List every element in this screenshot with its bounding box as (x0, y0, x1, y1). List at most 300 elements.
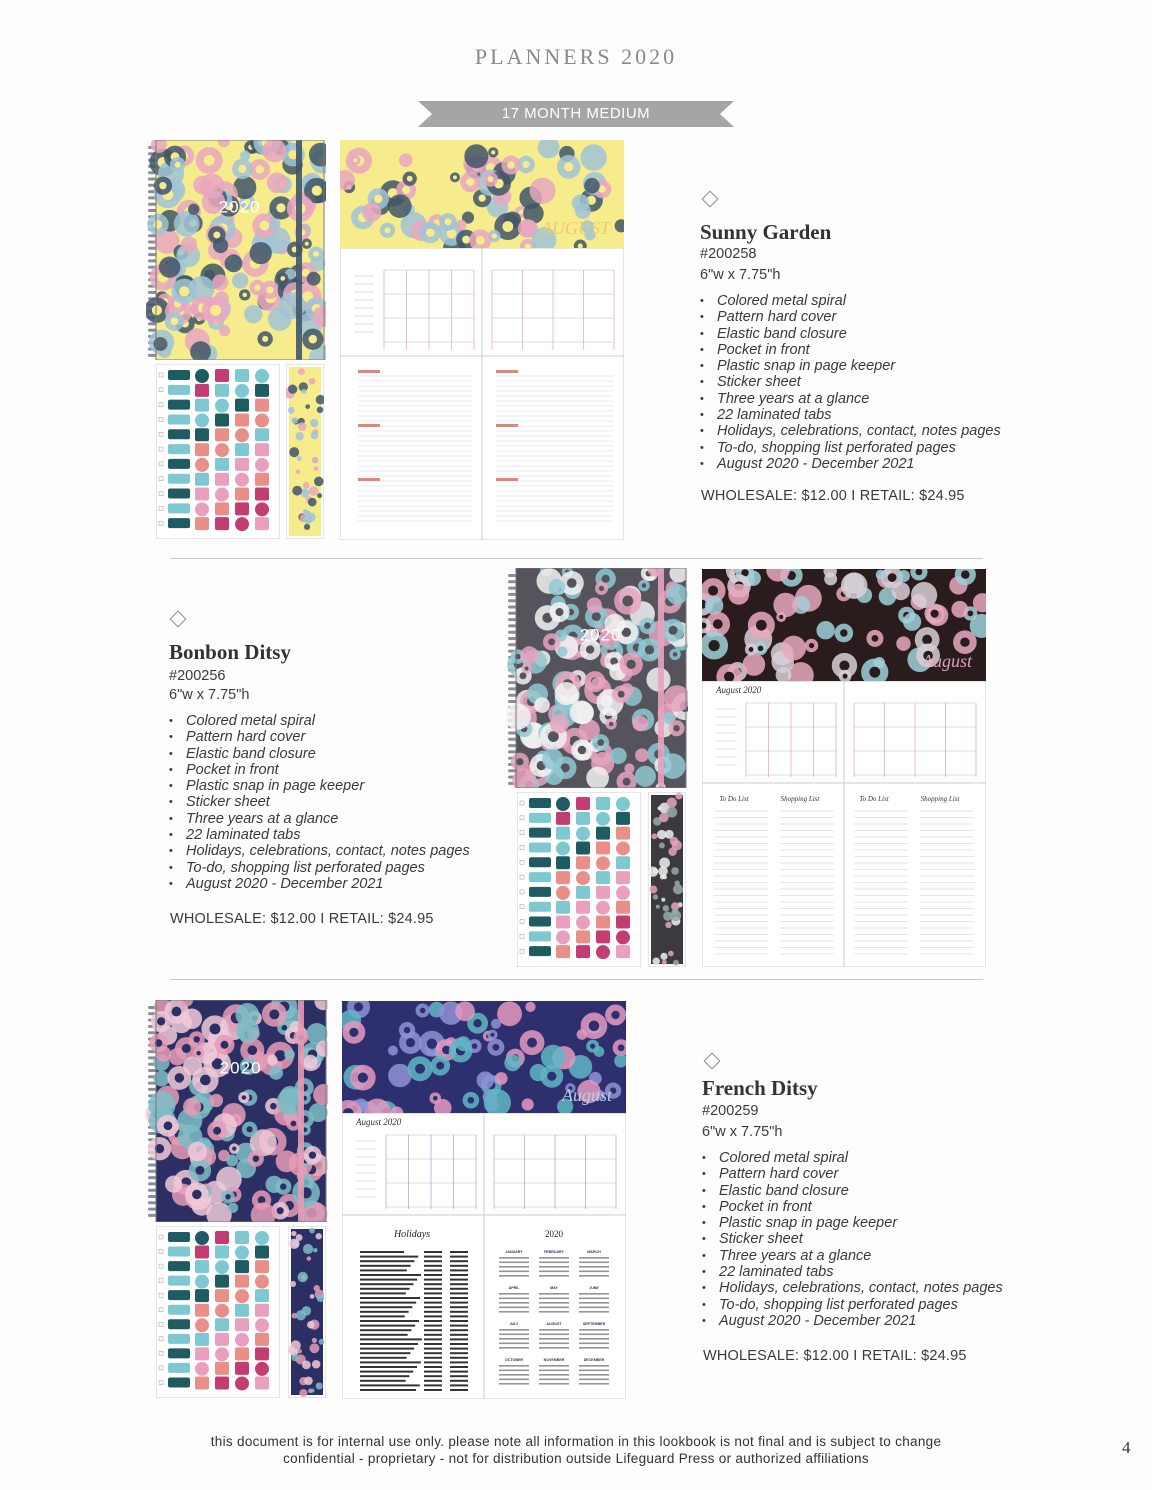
holiday-date (424, 1352, 442, 1354)
flower-motif (572, 194, 589, 211)
flower-motif (309, 486, 319, 496)
flower-center (961, 570, 969, 578)
tag-sticker (616, 856, 630, 869)
holiday-entry (360, 1251, 404, 1253)
feature-item: • Colored metal spiral (702, 1150, 1003, 1166)
flower-motif (534, 697, 550, 713)
flower-center (415, 1064, 425, 1074)
holiday-entry (360, 1297, 420, 1299)
round-sticker (195, 502, 209, 516)
round-sticker (195, 1231, 209, 1245)
calendar-week-row (499, 1338, 529, 1340)
flower-center (869, 667, 880, 678)
flower-center (427, 1039, 437, 1049)
product-2-price: WHOLESALE: $12.00 I RETAIL: $24.95 (170, 911, 434, 927)
calendar-week-row (539, 1379, 569, 1381)
label-sticker (168, 385, 190, 395)
flower-center (436, 1062, 444, 1070)
product-1-tab-art (340, 140, 624, 248)
flower-center (266, 286, 273, 293)
holiday-date (424, 1389, 442, 1391)
round-sticker (195, 1362, 209, 1376)
flower-motif (302, 1306, 312, 1316)
flower-center (462, 236, 470, 244)
round-sticker (195, 1275, 209, 1289)
flower-center (922, 635, 932, 645)
feature-item: • Pocket in front (169, 762, 470, 778)
calendar-week-row (579, 1311, 609, 1313)
flower-motif (584, 178, 600, 194)
day-label (358, 424, 380, 427)
tag-sticker (215, 413, 229, 426)
tag-sticker (596, 916, 610, 929)
flower-center (182, 1044, 191, 1053)
holiday-date (424, 1269, 442, 1271)
flower-motif (667, 584, 688, 605)
flower-motif (311, 1389, 315, 1393)
tag-sticker (255, 1333, 269, 1346)
flower-motif (541, 1045, 565, 1069)
flower-center (492, 1044, 499, 1051)
section-divider (170, 979, 983, 980)
flower-center (406, 1038, 415, 1047)
product-1-cover-image (146, 140, 326, 360)
label-sticker (168, 489, 190, 499)
flower-center (673, 652, 678, 657)
flower-center (519, 209, 524, 214)
flower-center (622, 595, 633, 606)
calendar-week-row (579, 1262, 609, 1264)
tag-sticker (576, 812, 590, 825)
calendar-month-name: MAY (550, 1286, 558, 1290)
flower-motif (530, 178, 556, 204)
flower-center (779, 615, 783, 619)
product-1-weekly-spread (340, 356, 624, 540)
flower-motif (291, 1231, 296, 1236)
tag-sticker (255, 488, 269, 501)
sticker-sheet-image (517, 792, 641, 967)
calendar-month-name: NOVEMBER (543, 1358, 565, 1362)
flower-motif (311, 431, 319, 439)
product-1-features (700, 293, 1001, 472)
feature-item: • To-do, shopping list perforated pages (700, 440, 1001, 456)
holiday-date (424, 1384, 442, 1386)
tag-sticker (195, 1260, 209, 1273)
flower-motif (314, 1285, 320, 1291)
flower-motif (824, 573, 837, 586)
calendar-week-row (579, 1293, 609, 1295)
calendar-week-row (579, 1365, 609, 1367)
tag-sticker (195, 443, 209, 456)
tag-sticker (235, 399, 249, 412)
calendar-week-row (539, 1329, 569, 1331)
holiday-date (424, 1361, 442, 1363)
flower-motif (651, 833, 657, 839)
product-3-sku: #200259 (702, 1103, 759, 1119)
elastic-band (296, 140, 302, 360)
label-sticker (168, 444, 190, 454)
round-sticker (215, 1260, 229, 1274)
round-sticker (255, 502, 269, 516)
holiday-date (450, 1251, 468, 1253)
flower-motif (520, 646, 538, 664)
flower-motif (675, 792, 682, 799)
tag-sticker (195, 1347, 209, 1360)
flower-center (232, 1147, 236, 1151)
flower-center (242, 293, 247, 298)
flower-motif (308, 498, 317, 507)
product-3-name: French Ditsy (702, 1076, 818, 1100)
flower-center (590, 1044, 595, 1049)
feature-item: • To-do, shopping list perforated pages (702, 1297, 1003, 1313)
flower-center (154, 220, 163, 229)
flower-center (488, 176, 494, 182)
flower-center (195, 1166, 204, 1175)
tag-sticker (215, 369, 229, 382)
flower-center (567, 578, 577, 588)
tag-sticker (235, 1304, 249, 1317)
label-sticker (168, 1334, 190, 1344)
flower-center (872, 635, 879, 642)
holiday-date (450, 1329, 468, 1331)
flower-motif (213, 238, 228, 253)
day-label (358, 478, 380, 481)
tag-sticker (215, 1362, 229, 1375)
flower-motif (491, 1019, 501, 1029)
flower-center (645, 645, 654, 654)
tag-sticker (215, 1231, 229, 1244)
holiday-date (450, 1260, 468, 1262)
flower-motif (653, 894, 658, 899)
tag-sticker (255, 1347, 269, 1360)
calendar-week-row (499, 1271, 529, 1273)
flower-motif (314, 477, 324, 487)
holiday-entry (360, 1256, 418, 1258)
flower-center (516, 758, 523, 765)
holiday-date (450, 1343, 468, 1345)
feature-item: • 22 laminated tabs (700, 407, 1001, 423)
product-2-cover-image (506, 568, 688, 788)
label-sticker (529, 902, 551, 912)
calendar-week-row (499, 1374, 529, 1376)
holiday-entry (360, 1361, 421, 1363)
tag-sticker (616, 945, 630, 958)
flower-motif (649, 885, 657, 893)
flower-motif (292, 486, 302, 496)
tag-sticker (616, 871, 630, 884)
holiday-date (424, 1320, 442, 1322)
tag-sticker (255, 443, 269, 456)
flower-motif (898, 570, 910, 582)
flower-center (525, 667, 529, 671)
calendar-week-row (499, 1334, 529, 1336)
flower-motif (314, 466, 319, 471)
flower-motif (951, 601, 968, 618)
flower-center (888, 573, 897, 582)
tag-sticker (596, 797, 610, 810)
feature-item: • Pocket in front (700, 342, 1001, 358)
holiday-date (450, 1334, 468, 1336)
flower-center (291, 1121, 297, 1127)
round-sticker (255, 1318, 269, 1332)
holiday-date (450, 1269, 468, 1271)
tag-sticker (215, 517, 229, 530)
round-sticker (255, 413, 269, 427)
tag-sticker (195, 1333, 209, 1346)
flower-motif (182, 1009, 202, 1029)
round-sticker (195, 1318, 209, 1332)
calendar-week-row (539, 1334, 569, 1336)
calendar-week-row (499, 1298, 529, 1300)
holiday-entry (360, 1366, 417, 1368)
tag-sticker (556, 945, 570, 958)
flower-motif (181, 236, 197, 252)
flower-motif (307, 1256, 312, 1261)
flower-center (597, 739, 604, 746)
holiday-entry (360, 1371, 413, 1373)
flower-motif (304, 1376, 313, 1385)
holiday-date (424, 1292, 442, 1294)
flower-center (254, 285, 260, 291)
label-sticker (529, 798, 551, 808)
calendar-week-row (539, 1347, 569, 1349)
flower-center (282, 1025, 288, 1031)
page-number: 4 (1122, 1438, 1131, 1457)
flower-center (476, 236, 485, 245)
flower-motif (550, 714, 569, 733)
tag-sticker (596, 886, 610, 899)
flower-center (492, 234, 497, 239)
tag-sticker (215, 473, 229, 486)
tag-sticker (596, 827, 610, 840)
round-sticker (215, 488, 229, 502)
flower-center (840, 629, 847, 636)
flower-motif (309, 1103, 328, 1122)
flower-motif (743, 653, 766, 676)
tag-sticker (255, 1376, 269, 1389)
holiday-date (450, 1357, 468, 1359)
label-sticker (529, 842, 551, 852)
calendar-week-row (499, 1293, 529, 1295)
tag-sticker (255, 517, 269, 530)
elastic-band (298, 1000, 304, 1222)
flower-motif (291, 417, 298, 424)
flower-center (309, 335, 318, 344)
flower-center (602, 575, 610, 583)
day-label (496, 478, 518, 481)
flower-motif (289, 1239, 299, 1249)
label-sticker (168, 1319, 190, 1329)
flower-center (354, 1002, 363, 1011)
french-ditsy-cover (146, 1000, 328, 1222)
flower-center (713, 619, 723, 629)
holiday-date (424, 1306, 442, 1308)
day-label (358, 370, 380, 373)
flower-motif (296, 469, 301, 474)
flower-motif (672, 908, 679, 915)
flower-center (256, 165, 264, 173)
tag-sticker (215, 1333, 229, 1346)
round-sticker (576, 916, 590, 930)
holiday-entry (360, 1325, 415, 1327)
flower-center (586, 645, 594, 653)
flower-center (179, 286, 189, 296)
tab-month-word: August (921, 651, 972, 671)
flower-motif (632, 716, 648, 732)
flower-motif (728, 584, 749, 605)
tag-sticker (616, 827, 630, 840)
product-2-page-keeper (648, 792, 686, 967)
product-2-tab-art (702, 569, 986, 681)
round-sticker (235, 517, 249, 531)
flower-center (159, 182, 166, 189)
calendar-week-row (579, 1302, 609, 1304)
flower-motif (464, 144, 488, 168)
holiday-entry (360, 1311, 409, 1313)
flower-motif (267, 1055, 278, 1066)
flower-motif (648, 867, 658, 877)
flower-center (210, 305, 221, 316)
holiday-entry (360, 1384, 420, 1386)
holiday-date (424, 1260, 442, 1262)
holiday-date (450, 1306, 468, 1308)
flower-motif (312, 458, 317, 463)
flower-center (839, 660, 849, 670)
flower-center (277, 1207, 284, 1214)
label-sticker (168, 400, 190, 410)
calendar-week-row (579, 1334, 609, 1336)
holiday-date (450, 1302, 468, 1304)
tag-sticker (235, 502, 249, 515)
calendar-week-row (499, 1302, 529, 1304)
calendar-week-row (539, 1383, 569, 1385)
tag-sticker (255, 473, 269, 486)
tag-sticker (195, 488, 209, 501)
flower-motif (317, 1294, 325, 1302)
flower-center (931, 610, 939, 618)
flower-motif (659, 843, 665, 849)
flower-center (578, 746, 587, 755)
flower-center (502, 221, 513, 232)
feature-item: • Sticker sheet (700, 374, 1001, 390)
flower-motif (656, 905, 660, 909)
calendar-month-name: JANUARY (505, 1250, 523, 1254)
tag-sticker (195, 428, 209, 441)
flower-motif (298, 1349, 302, 1353)
flower-motif (228, 1203, 238, 1213)
holiday-entry (360, 1329, 411, 1331)
tag-sticker (576, 797, 590, 810)
flower-motif (304, 524, 310, 530)
holiday-entry (360, 1260, 414, 1262)
flower-motif (310, 419, 318, 427)
calendar-week-row (539, 1298, 569, 1300)
flower-motif (549, 579, 566, 596)
round-sticker (576, 827, 590, 841)
label-sticker (168, 474, 190, 484)
flower-center (589, 1020, 600, 1031)
flower-center (749, 647, 754, 652)
flower-motif (456, 1036, 471, 1051)
feature-item: • Colored metal spiral (700, 293, 1001, 309)
feature-item: • Holidays, celebrations, contact, notes pages (702, 1280, 1003, 1296)
flower-center (210, 1024, 221, 1035)
flower-motif (557, 646, 567, 656)
tag-sticker (215, 502, 229, 515)
calendar-month-name: MARCH (587, 1250, 601, 1254)
calendar-week-row (539, 1293, 569, 1295)
flower-center (507, 161, 515, 169)
holiday-date (424, 1325, 442, 1327)
holiday-entry (360, 1265, 411, 1267)
page-title: PLANNERS 2020 (474, 44, 678, 69)
round-sticker (235, 1333, 249, 1347)
flower-motif (298, 422, 307, 431)
elastic-band (658, 568, 664, 788)
round-sticker (576, 871, 590, 885)
flower-center (626, 660, 635, 669)
round-sticker (255, 1231, 269, 1245)
round-sticker (235, 1376, 249, 1390)
holiday-date (424, 1329, 442, 1331)
tag-sticker (235, 369, 249, 382)
round-sticker (255, 1275, 269, 1289)
round-sticker (255, 369, 269, 383)
flower-motif (876, 570, 886, 580)
flower-motif (781, 636, 806, 661)
flower-motif (159, 257, 180, 278)
day-label (496, 370, 518, 373)
flower-motif (667, 798, 677, 808)
footer-confidential: confidential - proprietary - not for distribution outside Lifeguard Press or authorized affiliations (283, 1451, 869, 1466)
flower-center (353, 158, 357, 162)
flower-motif (476, 1071, 494, 1089)
flower-motif (188, 204, 199, 215)
flower-center (309, 1152, 316, 1159)
calendar-week-row (539, 1374, 569, 1376)
bonbon-ditsy-cover (506, 568, 688, 788)
flower-motif (268, 307, 291, 330)
flower-center (213, 231, 220, 238)
feature-item: • Pocket in front (702, 1199, 1003, 1215)
tag-sticker (195, 1376, 209, 1389)
flower-center (809, 643, 814, 648)
feature-item: • Elastic band closure (169, 746, 470, 762)
feature-item: • Plastic snap in page keeper (702, 1215, 1003, 1231)
calendar-week-row (579, 1275, 609, 1277)
tag-sticker (215, 1318, 229, 1331)
holiday-date (424, 1315, 442, 1317)
flower-center (564, 162, 573, 171)
flower-motif (309, 378, 316, 385)
holiday-date (450, 1279, 468, 1281)
monthly-calendar-page (702, 681, 986, 783)
tag-sticker (215, 458, 229, 471)
tag-sticker (556, 916, 570, 929)
flower-center (280, 1183, 286, 1189)
holiday-entry (360, 1283, 413, 1285)
tag-sticker (235, 1362, 249, 1375)
flower-center (225, 1194, 230, 1199)
flower-motif (165, 1176, 182, 1193)
calendar-week-row (539, 1343, 569, 1345)
feature-item: • Colored metal spiral (169, 713, 470, 729)
flower-motif (660, 875, 665, 880)
section-banner (418, 101, 734, 127)
flower-center (374, 195, 383, 204)
holiday-date (424, 1279, 442, 1281)
tag-sticker (235, 1318, 249, 1331)
